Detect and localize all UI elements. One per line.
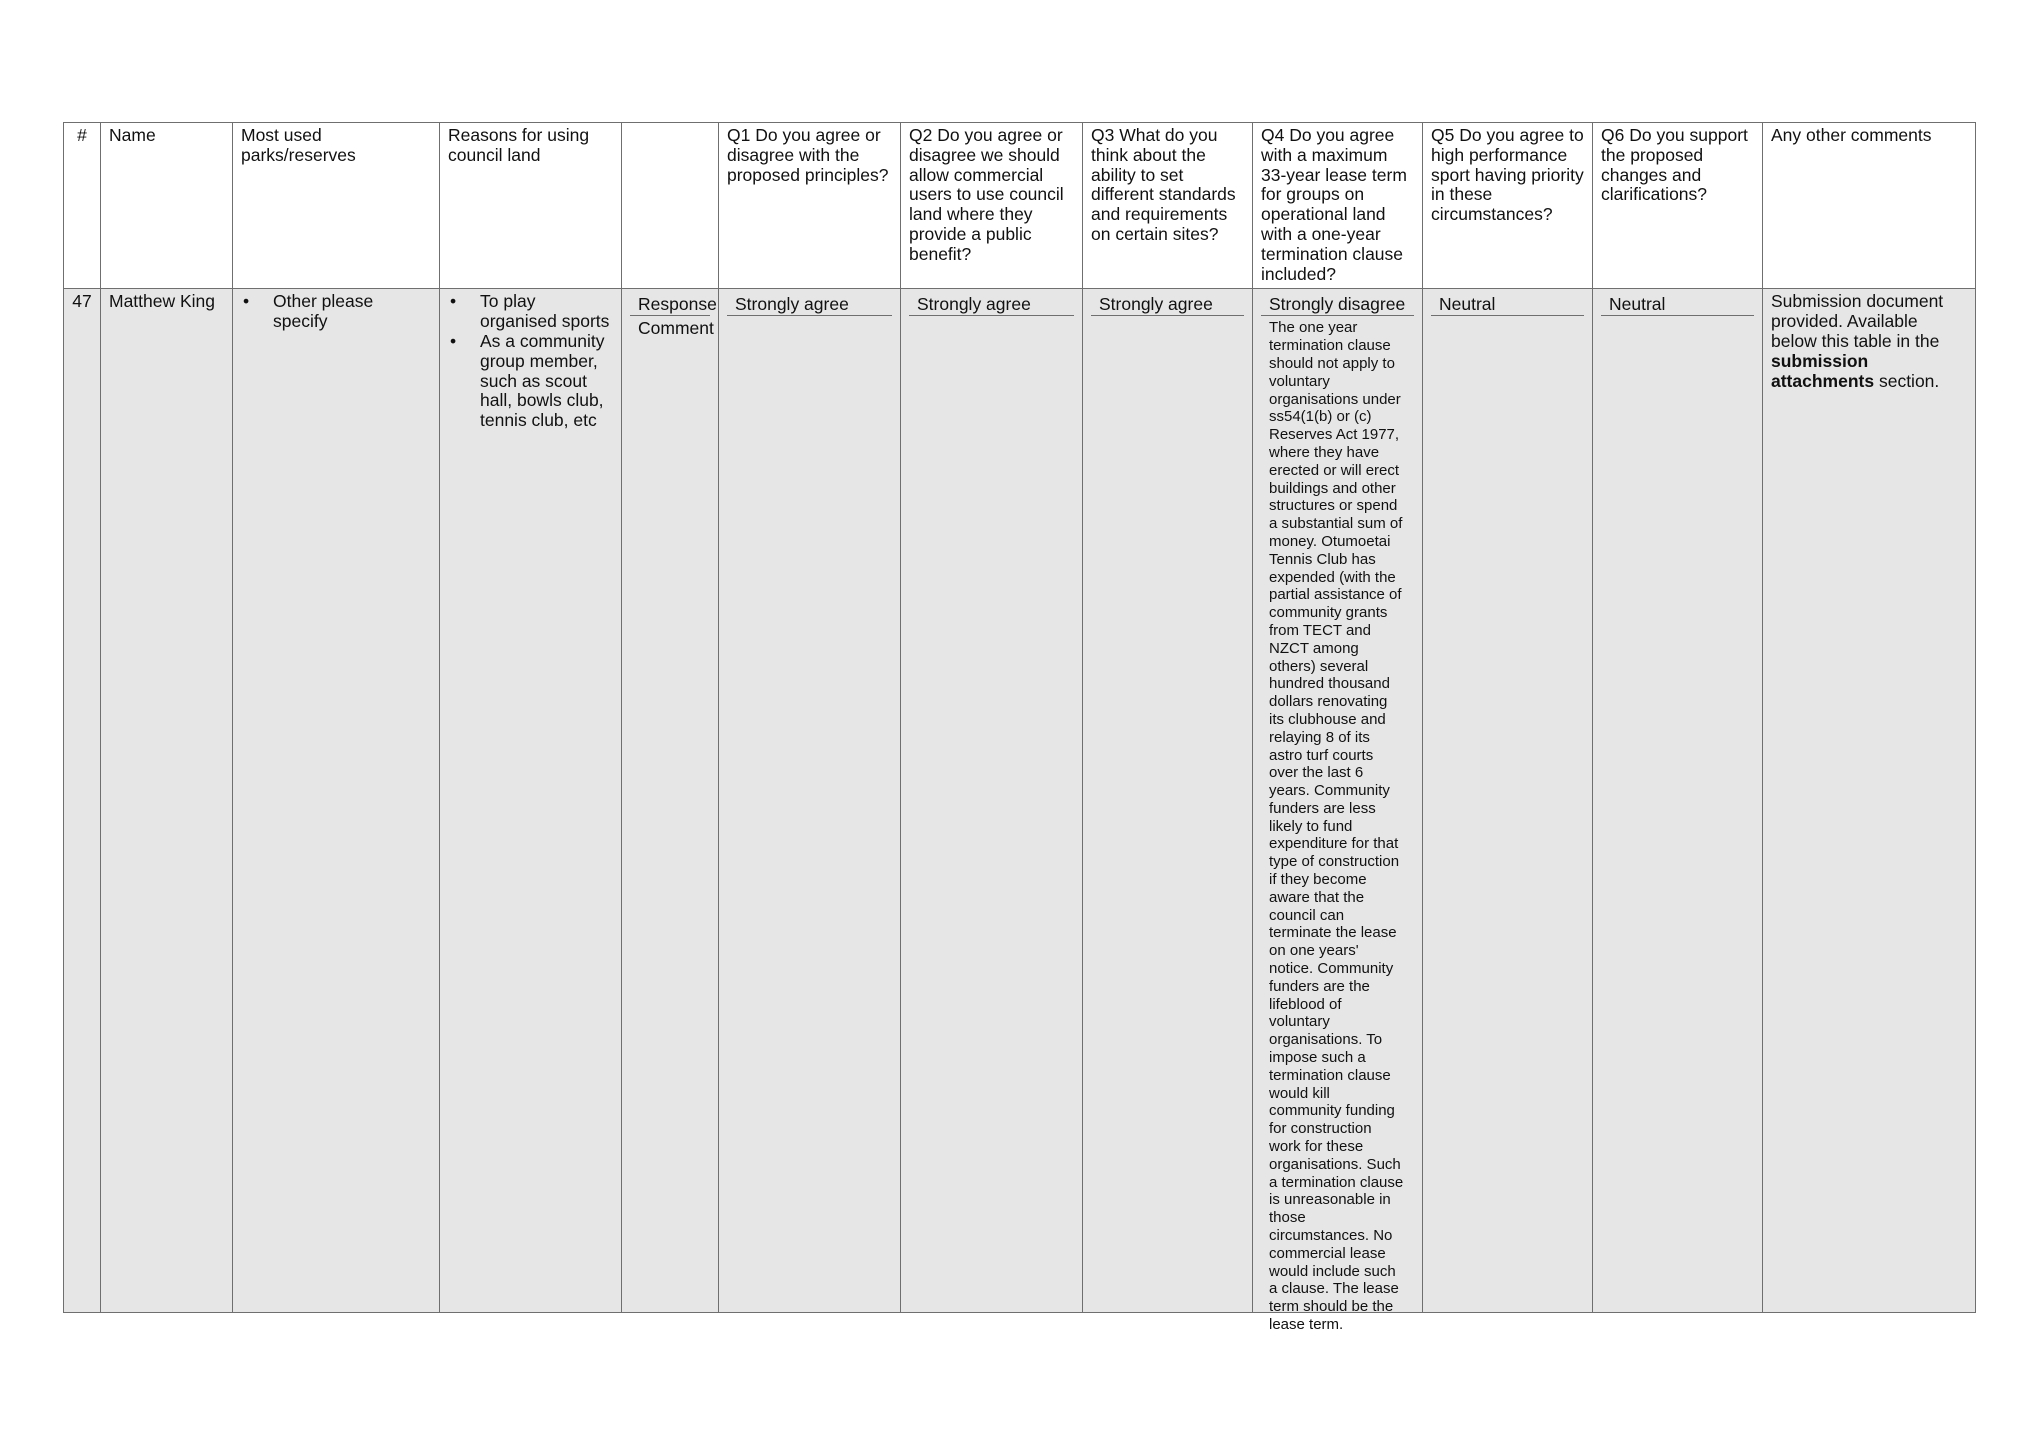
header-q3: Q3 What do you think about the ability to set different standards and requirements on certain sites? [1083, 123, 1253, 289]
reasons-list [448, 292, 613, 431]
q2-cell [901, 289, 1083, 1313]
label-cell [622, 289, 719, 1313]
other-comments-text: Submission document provided. Available below this table in the [1771, 291, 1944, 351]
parks-list [241, 292, 431, 332]
list-item: • Other please specify [241, 292, 431, 332]
header-most-used-parks: Most used parks/reserves [233, 123, 440, 289]
q3-cell [1083, 289, 1253, 1313]
header-q2: Q2 Do you agree or disagree we should allow commercial users to use council land where they provide a public benefit? [901, 123, 1083, 289]
list-item: • As a community group member, such as scout hall, bowls club, tennis club, etc [448, 332, 613, 431]
header-name: Name [101, 123, 233, 289]
response-label: Response [630, 292, 710, 316]
header-other-comments: Any other comments [1763, 123, 1976, 289]
header-q5: Q5 Do you agree to high performance sport having priority in these circumstances? [1423, 123, 1593, 289]
header-q6: Q6 Do you support the proposed changes and clarifications? [1593, 123, 1763, 289]
q4-comment: The one year termination clause should not apply to voluntary organisations under ss54(1(b) or (c) Reserves Act 1977, where they have erected or will erect buildings and other structures or spend a substantial sum of money. Otumoetai Tennis Club has expended (with the partial assistance of community grants from TECT and NZCT among others) several hundred thousand dollars renovating its clubhouse and relaying 8 of its astro turf courts over the last 6 years. Community funders are less likely to fund expenditure for that type of construction if they become aware that the council can terminate the lease on one years' notice. Community funders are the lifeblood of voluntary organisations. To impose such a termination clause would kill community funding for construction work for these organisations. Such a termination clause is unreasonable in those circumstances. No commercial lease would include such a clause. The lease term should be the lease term. [1269, 319, 1404, 1333]
q5-comment [1431, 316, 1584, 1308]
other-comments-text-end: section. [1874, 370, 1940, 391]
q2-response: Strongly agree [909, 292, 1074, 316]
submitter-name: Matthew King [101, 289, 233, 1313]
q1-response: Strongly agree [727, 292, 892, 316]
header-q4: Q4 Do you agree with a maximum 33-year lease term for groups on operational land with a one-year termination clause included? [1253, 123, 1423, 289]
q1-cell [719, 289, 901, 1313]
q3-response: Strongly agree [1091, 292, 1244, 316]
header-number: # [64, 123, 101, 289]
submission-attachments-emphasis: submission attachments [1771, 350, 1875, 391]
q5-cell [1423, 289, 1593, 1313]
q1-comment [727, 316, 892, 1308]
q4-response: Strongly disagree [1261, 292, 1414, 316]
table-row [64, 289, 1976, 1313]
q6-response: Neutral [1601, 292, 1754, 316]
header-q1: Q1 Do you agree or disagree with the proposed principles? [719, 123, 901, 289]
q2-comment [909, 316, 1074, 1308]
reasons-cell [440, 289, 622, 1313]
header-row [64, 123, 1976, 289]
header-label-column [622, 123, 719, 289]
q6-cell [1593, 289, 1763, 1313]
header-reasons: Reasons for using council land [440, 123, 622, 289]
list-item: • To play organised sports [448, 292, 613, 332]
parks-cell [233, 289, 440, 1313]
q6-comment [1601, 316, 1754, 1308]
submitter-number: 47 [64, 289, 101, 1313]
comment-label: Comment [638, 318, 714, 339]
q3-comment [1091, 316, 1244, 1308]
other-comments-cell [1763, 289, 1976, 1313]
submission-table [63, 122, 1976, 1333]
q5-response: Neutral [1431, 292, 1584, 316]
q4-cell [1253, 289, 1423, 1333]
